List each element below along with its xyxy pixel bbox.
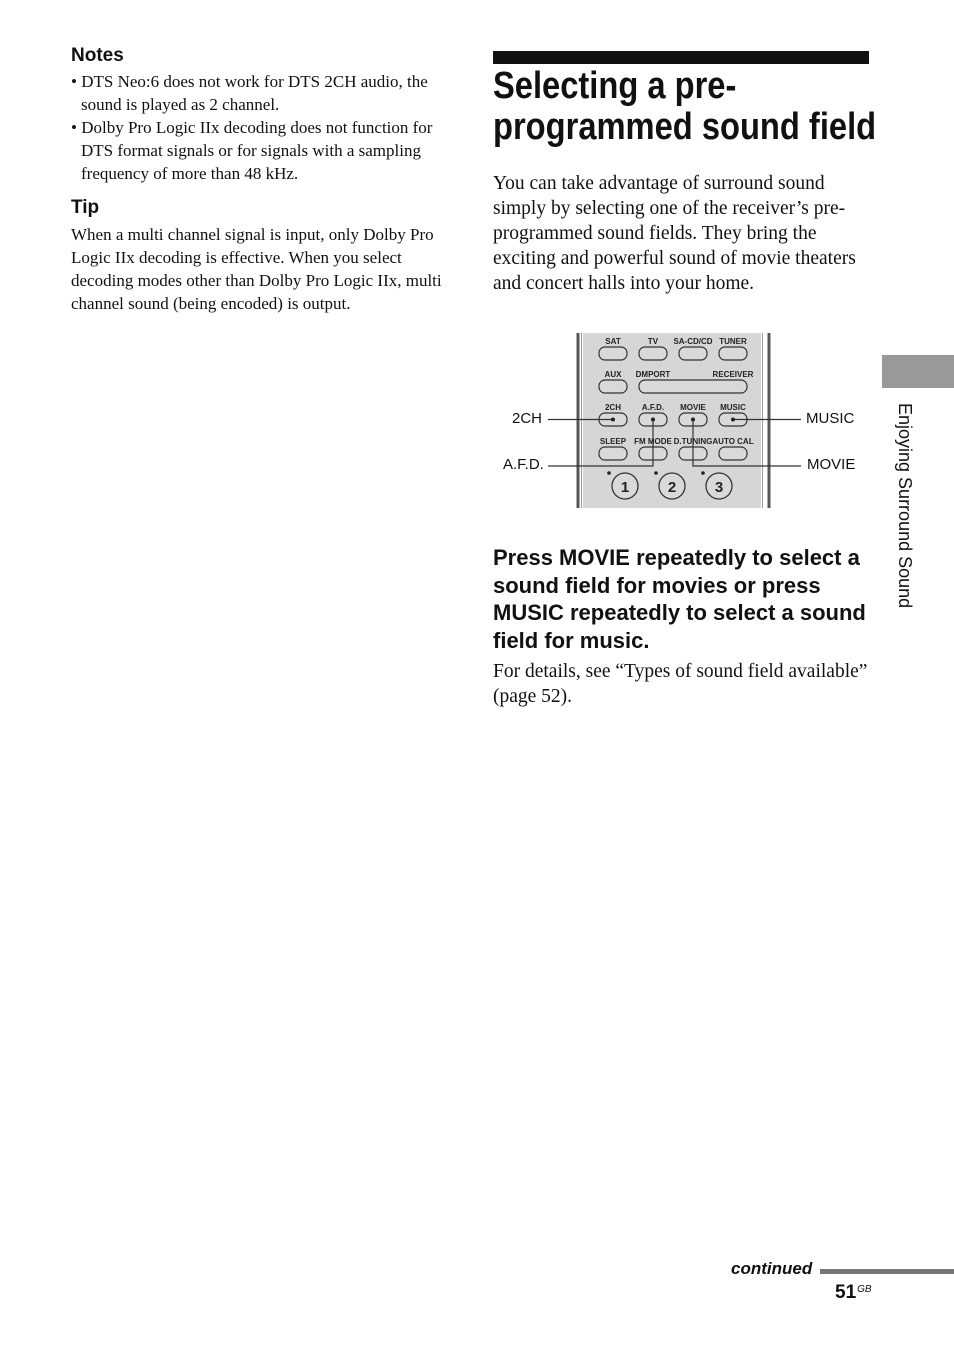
tip-heading: Tip [71, 197, 100, 218]
intro-text: You can take advantage of surround sound simply by selecting one of the receiver’s pre-programmed sound fields. They bring the exciting and powerful sound of movie theaters and concert halls into your home. [493, 173, 856, 294]
button-label-movie: MOVIE [680, 403, 706, 412]
section-title-line: programmed sound field [493, 106, 877, 148]
button-label-2ch: 2CH [604, 403, 622, 412]
callout-lines [545, 410, 805, 480]
remote-key-label: 3 [714, 479, 724, 496]
button-label-music: MUSIC [720, 403, 746, 412]
continued-label: continued [731, 1259, 813, 1278]
button-label-receiver: RECEIVER [712, 370, 754, 379]
section-side-tab [882, 355, 954, 388]
page-number-value: 51 [835, 1282, 857, 1303]
button-label-dmport: DMPORT [635, 370, 671, 379]
step-detail: For details, see “Types of sound field available” (page 52). [493, 661, 868, 707]
button-label-d-tuning: D.TUNING [673, 437, 713, 446]
remote-key-label: 1 [620, 479, 630, 496]
remote-button-tv [639, 347, 667, 360]
note-item: • DTS Neo:6 does not work for DTS 2CH audio, the sound is played as 2 channel. [71, 72, 428, 114]
tip-text: When a multi channel signal is input, only Dolby Pro Logic IIx decoding is effective. When you select decoding modes other than Dolby Pro Logic IIx, multi channel sound (being encoded) is output. [71, 225, 442, 313]
section-title-line: Selecting a pre- [493, 65, 737, 107]
callout-music: MUSIC [806, 410, 855, 427]
remote-button-sacd [679, 347, 707, 360]
section-title [493, 65, 877, 148]
remote-button-aux [599, 380, 627, 393]
page-number [835, 1282, 872, 1304]
remote-button-sat [599, 347, 627, 360]
button-label-sacd: SA-CD/CD [673, 337, 713, 346]
callout-movie: MOVIE [807, 456, 856, 473]
continued-bar [820, 1269, 954, 1274]
step-heading: Press MOVIE repeatedly to select a sound field for movies or press MUSIC repeatedly to select a sound field for music. [493, 545, 866, 653]
button-label-sat: SAT [605, 337, 621, 346]
callout-2ch: 2CH [512, 410, 543, 427]
button-label-aux: AUX [604, 370, 622, 379]
button-label-sleep: SLEEP [599, 437, 627, 446]
notes-heading: Notes [71, 45, 124, 66]
remote-key-label: 2 [667, 479, 677, 496]
button-label-tv: TV [647, 337, 659, 346]
page-number-suffix: GB [857, 1284, 872, 1295]
button-label-fm-mode: FM MODE [634, 437, 672, 446]
callout-afd: A.F.D. [503, 456, 544, 473]
button-label-tuner: TUNER [719, 337, 747, 346]
remote-button-dmport-receiver [639, 380, 747, 393]
button-label-auto-cal: AUTO CAL [712, 437, 754, 446]
button-label-afd: A.F.D. [641, 403, 665, 412]
title-rule [493, 51, 869, 64]
note-item: • Dolby Pro Logic IIx decoding does not function for DTS format signals or for signals with a sampling frequency of more than 48 kHz. [71, 118, 433, 183]
remote-button-tuner [719, 347, 747, 360]
side-section-label: Enjoying Surround Sound [895, 403, 915, 609]
